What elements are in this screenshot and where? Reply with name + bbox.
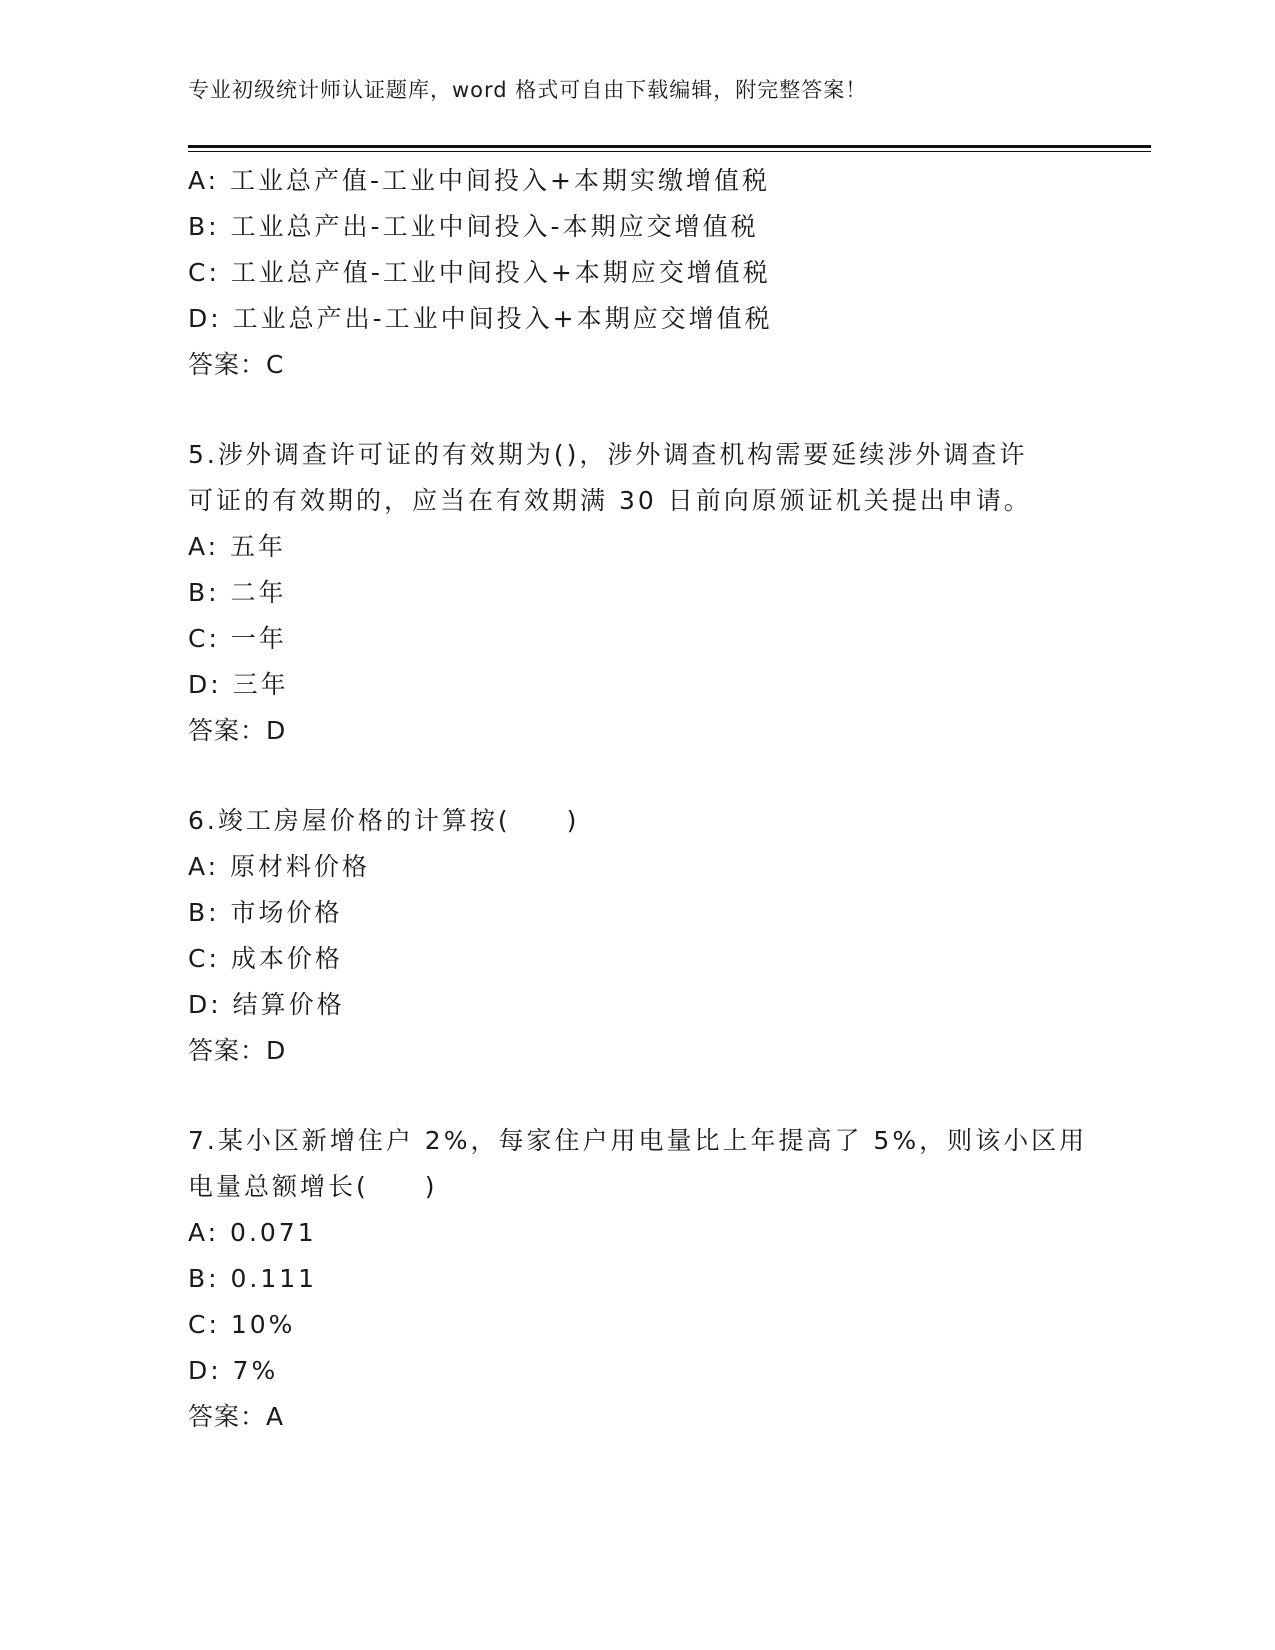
spacer [188, 1074, 1088, 1118]
option-a: A: 原材料价格 [188, 852, 371, 881]
question-content [188, 158, 1088, 1440]
option-c: C: 成本价格 [188, 944, 343, 973]
answer: 答案：D [188, 716, 287, 745]
question-4 [188, 158, 1088, 388]
option-c: C: 工业总产值-工业中间投入+本期应交增值税 [188, 258, 771, 287]
question-stem-line: 5.涉外调查许可证的有效期为()，涉外调查机构需要延续涉外调查许 [188, 440, 1028, 469]
option-b: B: 工业总产出-工业中间投入-本期应交增值税 [188, 212, 759, 241]
question-5 [188, 432, 1088, 754]
option-d: D: 工业总产出-工业中间投入+本期应交增值税 [188, 304, 773, 333]
header-rule-thin [188, 151, 1151, 152]
question-6 [188, 798, 1088, 1074]
spacer [188, 754, 1088, 798]
question-stem-line: 电量总额增长( ) [188, 1172, 438, 1201]
option-a: A: 0.071 [188, 1218, 317, 1247]
header-note: 专业初级统计师认证题库，word 格式可自由下载编辑，附完整答案！ [188, 78, 868, 102]
answer: 答案：D [188, 1036, 287, 1065]
option-d: D: 结算价格 [188, 990, 345, 1019]
option-d: D: 7% [188, 1356, 279, 1385]
question-stem-line: 6.竣工房屋价格的计算按( ) [188, 806, 580, 835]
spacer [188, 388, 1088, 432]
option-a: A: 五年 [188, 532, 287, 561]
option-b: B: 市场价格 [188, 898, 343, 927]
question-stem-line: 可证的有效期的，应当在有效期满 30 日前向原颁证机关提出申请。 [188, 486, 1032, 515]
question-stem-line: 7.某小区新增住户 2%，每家住户用电量比上年提高了 5%，则该小区用 [188, 1126, 1088, 1155]
option-c: C: 10% [188, 1310, 296, 1339]
option-a: A: 工业总产值-工业中间投入+本期实缴增值税 [188, 166, 771, 195]
answer: 答案：C [188, 350, 285, 379]
header-rule-thick [188, 145, 1151, 148]
option-c: C: 一年 [188, 624, 287, 653]
answer: 答案：A [188, 1402, 285, 1431]
option-b: B: 二年 [188, 578, 287, 607]
option-b: B: 0.111 [188, 1264, 318, 1293]
option-d: D: 三年 [188, 670, 289, 699]
question-7 [188, 1118, 1088, 1440]
